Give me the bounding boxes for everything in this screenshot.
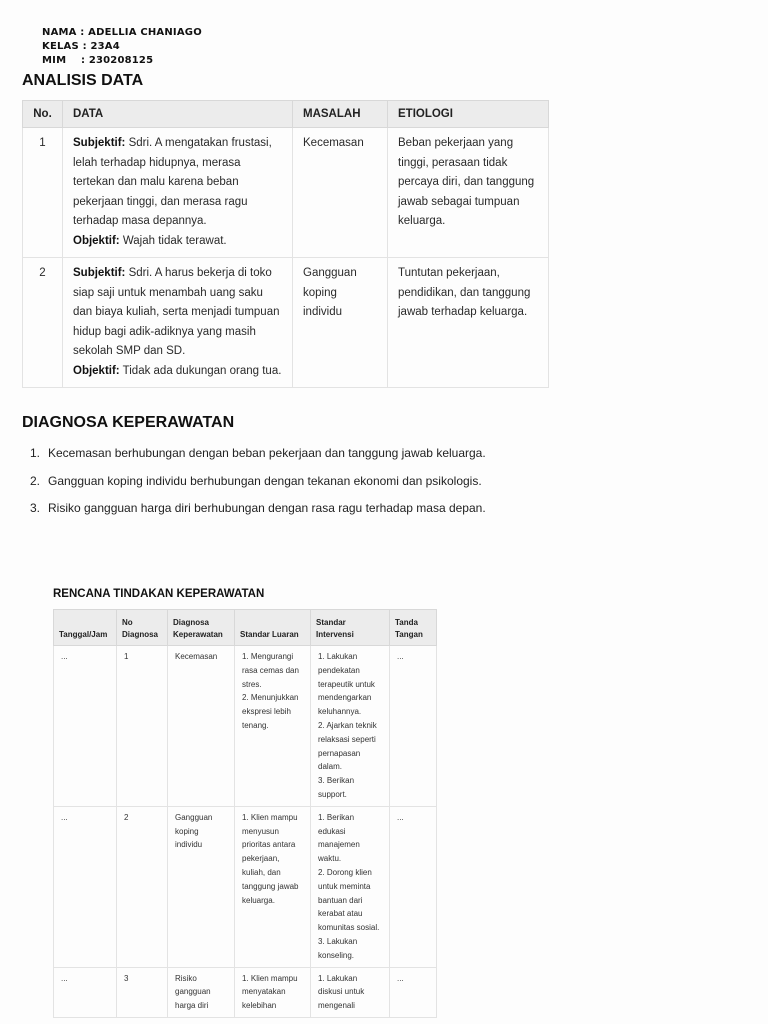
intervensi-cell: 1. Lakukan pendekatan terapeutik untuk mendengarkan keluhannya. 2. Ajarkan teknik relaksasi seperti pernapasan dalam. 3. Berikan support. [311,646,390,807]
luaran-cell: 1. Klien mampu menyusun prioritas antara pekerjaan, kuliah, dan tanggung jawab keluarga. [235,806,311,967]
col-no: No. [23,101,63,128]
subjektif-label: Subjektif: [73,137,126,149]
diagnosa-list [30,446,486,529]
col-data: DATA [63,101,293,128]
subjektif-label: Subjektif: [73,267,126,279]
objektif-text: Wajah tidak terawat. [122,234,227,247]
list-item [30,446,486,460]
subjektif-text: Sdri. A harus bekerja di toko siap saji untuk menambah uang saku dan biaya kuliah, serta menjadi tumpuan hidup bagi adik-adiknya yang masih sekolah SMP dan SD. [73,267,280,357]
no-diagnosa-cell: 2 [117,806,168,967]
etiologi-cell: Tuntutan pekerjaan, pendidikan, dan tanggung jawab terhadap keluarga. [388,258,549,388]
diagnosa-cell: Gangguan koping individu [168,806,235,967]
col-intervensi: Standar Intervensi [311,610,390,646]
analisis-title: ANALISIS DATA [22,72,144,89]
no-diagnosa-cell: 3 [117,967,168,1017]
analisis-table [22,100,549,388]
ttd-cell: ... [390,967,437,1017]
table-row [54,967,437,1017]
col-etiologi: ETIOLOGI [388,101,549,128]
ttd-cell: ... [390,646,437,807]
rencana-header-row [54,610,437,646]
list-number: 1. [30,446,41,460]
tanggal-cell: ... [54,967,117,1017]
row-number: 1 [23,128,63,258]
data-cell [63,258,293,388]
table-row [23,258,549,388]
no-diagnosa-cell: 1 [117,646,168,807]
objektif-text: Tidak ada dukungan orang tua. [122,364,282,377]
list-number: 2. [30,473,41,488]
student-nim: MIM : 230208125 [42,55,154,66]
objektif-label: Objektif: [73,234,120,247]
table-row [54,646,437,807]
data-cell [63,128,293,258]
table-row [54,806,437,967]
intervensi-cell: 1. Berikan edukasi manajemen waktu. 2. Dorong klien untuk meminta bantuan dari kerabat atau komunitas sosial. 3. Lakukan konseling. [311,806,390,967]
list-number: 3. [30,501,41,516]
list-item [30,474,486,488]
student-identity [42,26,202,68]
luaran-cell: 1. Klien mampu menyatakan kelebihan [235,967,311,1017]
col-ttd: Tanda Tangan [390,610,437,646]
masalah-cell: Kecemasan [293,128,388,258]
analisis-header-row [23,101,549,128]
col-luaran: Standar Luaran [235,610,311,646]
diagnosa-text: Risiko gangguan harga diri berhubungan dengan rasa ragu terhadap masa depan. [48,501,486,516]
etiologi-cell: Beban pekerjaan yang tinggi, perasaan tidak percaya diri, dan tanggung jawab sebagai tumpuan keluarga. [388,128,549,258]
list-item [30,501,486,515]
rencana-table [53,609,437,1018]
ttd-cell: ... [390,806,437,967]
tanggal-cell: ... [54,646,117,807]
student-name: NAMA : ADELLIA CHANIAGO [42,27,202,38]
col-tanggal: Tanggal/Jam [54,610,117,646]
col-masalah: MASALAH [293,101,388,128]
rencana-title: RENCANA TINDAKAN KEPERAWATAN [53,588,265,600]
diagnosa-text: Gangguan koping individu berhubungan dengan tekanan ekonomi dan psikologis. [48,473,482,488]
luaran-cell: 1. Mengurangi rasa cemas dan stres. 2. Menunjukkan ekspresi lebih tenang. [235,646,311,807]
student-class: KELAS : 23A4 [42,41,120,52]
masalah-cell: Gangguan koping individu [293,258,388,388]
diagnosa-text: Kecemasan berhubungan dengan beban pekerjaan dan tanggung jawab keluarga. [48,446,486,460]
tanggal-cell: ... [54,806,117,967]
diagnosa-title: DIAGNOSA KEPERAWATAN [22,414,235,431]
row-number: 2 [23,258,63,388]
subjektif-text: Sdri. A mengatakan frustasi, lelah terhadap hidupnya, merasa tertekan dan malu karena beban pekerjaan tinggi, dan merasa ragu terhadap masa depannya. [73,137,272,227]
col-no-diagnosa: No Diagnosa [117,610,168,646]
intervensi-cell: 1. Lakukan diskusi untuk mengenali [311,967,390,1017]
diagnosa-cell: Risiko gangguan harga diri [168,967,235,1017]
objektif-label: Objektif: [73,364,120,377]
col-diagnosa: Diagnosa Keperawatan [168,610,235,646]
diagnosa-cell: Kecemasan [168,646,235,807]
table-row [23,128,549,258]
